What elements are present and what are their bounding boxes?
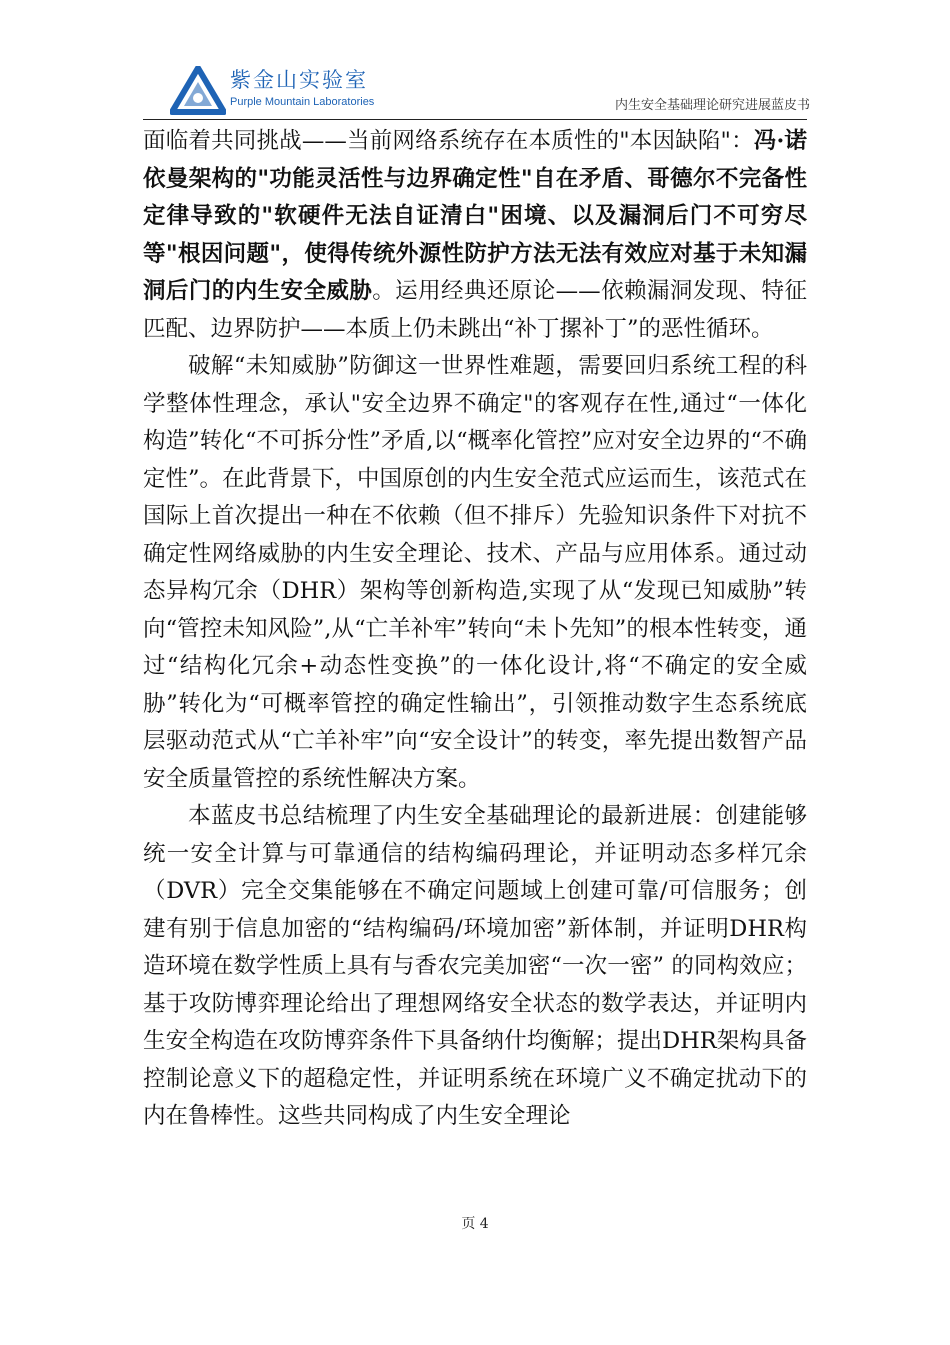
paragraph-3: 本蓝皮书总结梳理了内生安全基础理论的最新进展：创建能够统一安全计算与可靠通信的结构编码理论，并证明动态多样冗余（DVR）完全交集能够在不确定问题域上创建可靠/可信服务；创建有别于信息加密的“结构编码/环境加密”新体制，并证明DHR构造环境在数学性质上具有与香农完美加密“一次一密” 的同构效应；基于攻防博弈理论给出了理想网络安全状态的数学表达，并证明内生安全构造在攻防博弈条件下具备纳什均衡解；提出DHR架构具备控制论意义下的超稳定性，并证明系统在环境广义不确定扰动下的内在鲁棒性。这些共同构成了内生安全理论 — [143, 803, 807, 1129]
paragraph-1-bold-text: 冯·诺依曼架构的"功能灵活性与边界确定性"自在矛盾、哥德尔不完备性定律导致的"软硬件无法自证清白"困境、以及漏洞后门不可穷尽等"根因问题"，使得传统外源性防护方法无法有效应对基于未知漏洞后门的内生安全威胁 — [143, 128, 807, 304]
logo-chinese-name: 紫金山实验室 — [230, 68, 368, 92]
paragraph-1-lead: 面临着共同挑战——当前网络系统存在本质性的"本因缺陷"： — [143, 128, 754, 154]
document-title: 内生安全基础理论研究进展蓝皮书 — [614, 98, 810, 113]
lab-logo — [170, 62, 375, 118]
page-header — [0, 0, 950, 120]
paragraph-1-tail: 。运用经典还原论——依赖漏洞发现、特征匹配、边界防护——本质上仍未跳出“补丁摞补丁”的恶性循环。 — [143, 278, 807, 342]
paragraph-1 — [143, 123, 807, 348]
header-divider — [143, 119, 807, 120]
paragraph-2: 破解“未知威胁”防御这一世界性难题，需要回归系统工程的科学整体性理念，承认"安全边界不确定"的客观存在性,通过“一体化构造”转化“不可拆分性”矛盾,以“概率化管控”应对安全边界的“不确定性”。在此背景下，中国原创的内生安全范式应运而生，该范式在国际上首次提出一种在不依赖（但不排斥）先验知识条件下对抗不确定性网络威胁的内生安全理论、技术、产品与应用体系。通过动态异构冗余（DHR）架构等创新构造,实现了从“发现已知威胁”转向“管控未知风险”,从“亡羊补牢”转向“未卜先知”的根本性转变，通过“结构化冗余+动态性变换”的一体化设计,将“不确定的安全威胁”转化为“可概率管控的确定性输出”，引领推动数字生态系统底层驱动范式从“亡羊补牢”向“安全设计”的转变，率先提出数智产品安全质量管控的系统性解决方案。 — [143, 353, 808, 792]
page-body — [143, 123, 807, 1136]
logo-english-name: Purple Mountain Laboratories — [230, 96, 375, 108]
page-number: 页 4 — [461, 1216, 489, 1232]
triangle-logo-icon — [170, 66, 226, 116]
